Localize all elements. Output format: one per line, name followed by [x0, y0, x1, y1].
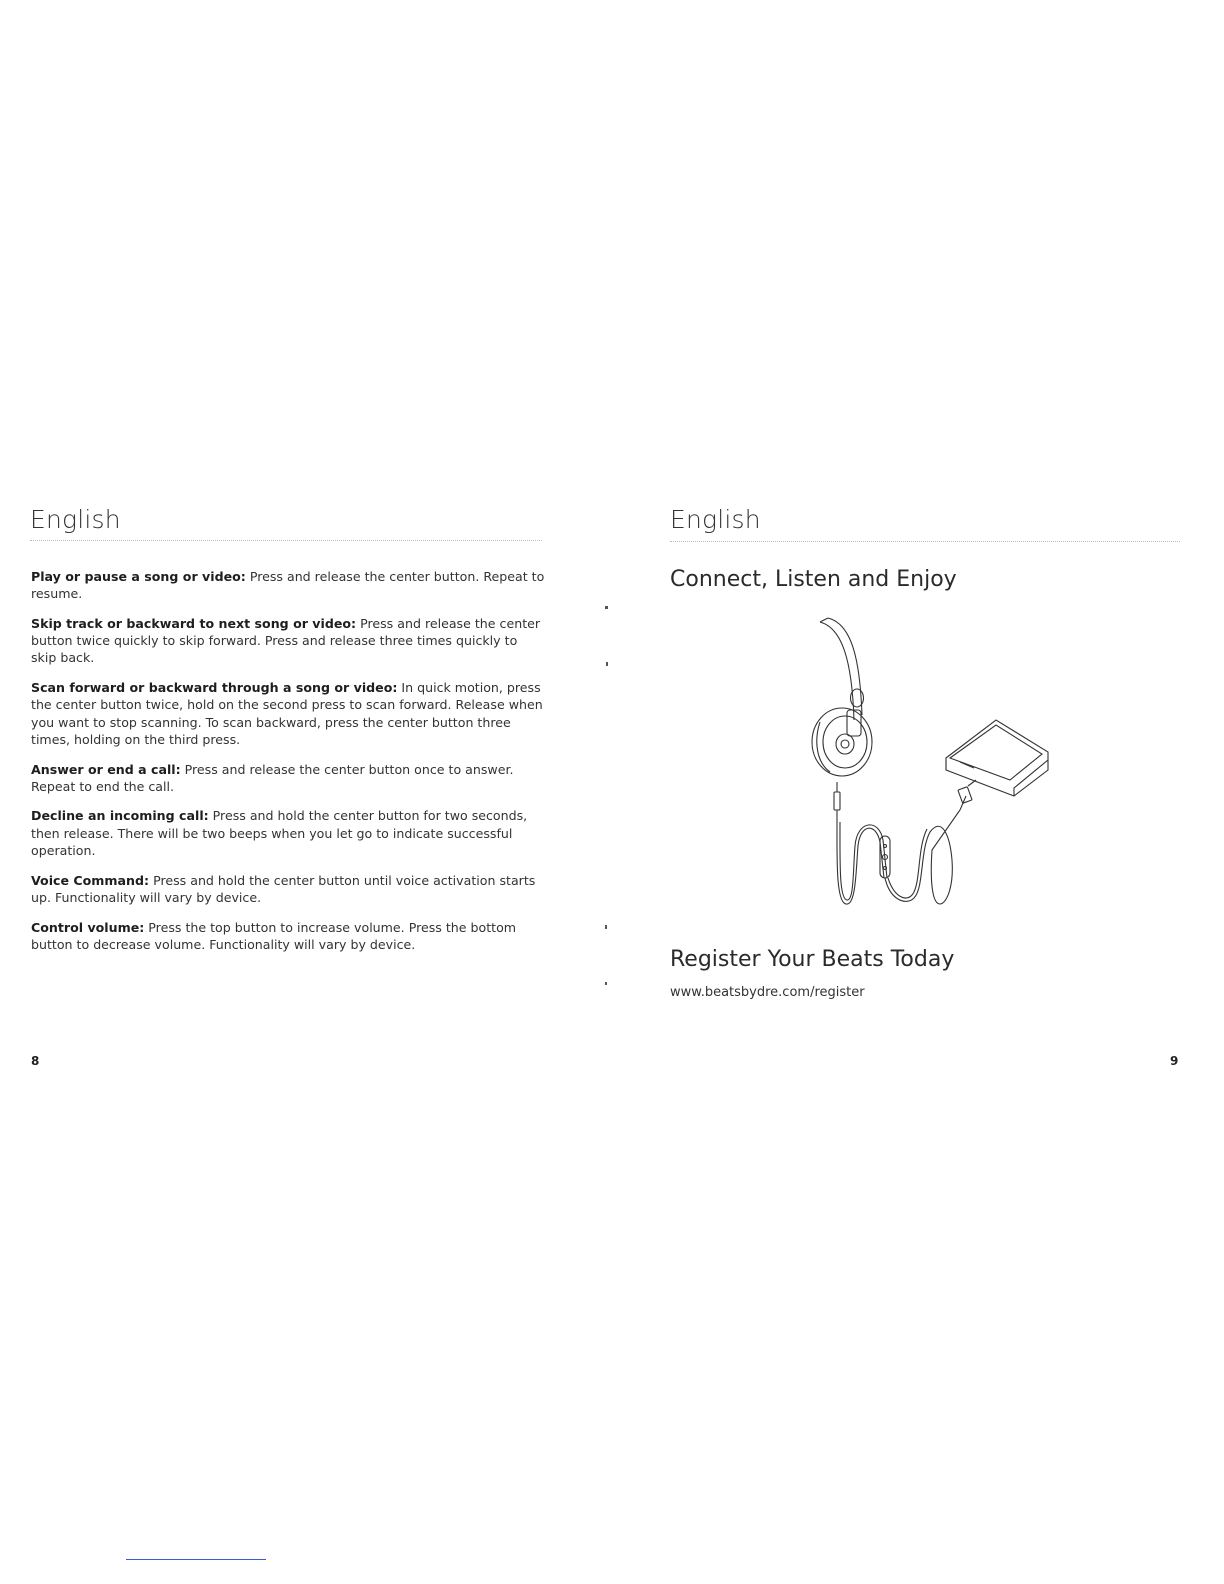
instruction-text: Press and hold the center button for two seconds, then release. There will be two beeps when you let go to indicate successful operation.	[31, 808, 528, 859]
instruction-text: In quick motion, press the center button twice, hold on the second press to scan forward. Release when you want to stop scanning. To scan backward, press the center button three times, holding on the third press.	[31, 680, 543, 747]
right-header-divider	[670, 541, 1180, 542]
instruction-text: Press and hold the center button until voice activation starts up. Functionality will vary by device.	[31, 872, 536, 905]
page-number-left: 8	[31, 1054, 40, 1068]
connect-title: Connect, Listen and Enjoy	[670, 567, 957, 592]
scan-mark	[606, 662, 608, 666]
instruction-term: Answer or end a call:	[31, 761, 181, 777]
instruction-item	[31, 761, 546, 796]
instruction-term: Voice Command:	[31, 872, 150, 888]
instruction-text: Press and release the center button twice quickly to skip forward. Press and release three times quickly to skip back.	[31, 615, 541, 666]
instruction-text: Press and release the center button. Repeat to resume.	[31, 569, 545, 602]
instruction-item	[31, 679, 546, 748]
scan-mark	[605, 606, 608, 609]
instructions-list	[31, 568, 546, 965]
instruction-term: Scan forward or backward through a song or video:	[31, 680, 398, 696]
right-page-header: English	[670, 505, 761, 534]
instruction-term: Skip track or backward to next song or video:	[31, 615, 357, 631]
instruction-term: Control volume:	[31, 919, 145, 935]
scan-mark	[605, 982, 607, 985]
instruction-text: Press and release the center button once to answer. Repeat to end the call.	[31, 761, 514, 794]
instruction-term: Play or pause a song or video:	[31, 569, 246, 584]
left-page-header: English	[30, 505, 121, 534]
page-number-right: 9	[1170, 1054, 1179, 1068]
instruction-item	[31, 919, 546, 954]
headphones-cable-phone-illustration-icon	[800, 610, 1050, 910]
footer-blue-line	[126, 1559, 266, 1560]
instruction-item	[31, 807, 546, 859]
scan-mark	[605, 925, 607, 929]
register-url-link[interactable]: www.beatsbydre.com/register	[670, 985, 865, 1000]
instruction-item	[31, 568, 546, 603]
instruction-text: Press the top button to increase volume. Press the bottom button to decrease volume. Functionality will vary by device.	[31, 919, 517, 952]
register-title: Register Your Beats Today	[670, 947, 955, 972]
instruction-item	[31, 615, 546, 667]
instruction-item	[31, 872, 546, 907]
instruction-term: Decline an incoming call:	[31, 808, 209, 824]
left-header-divider	[30, 540, 542, 541]
